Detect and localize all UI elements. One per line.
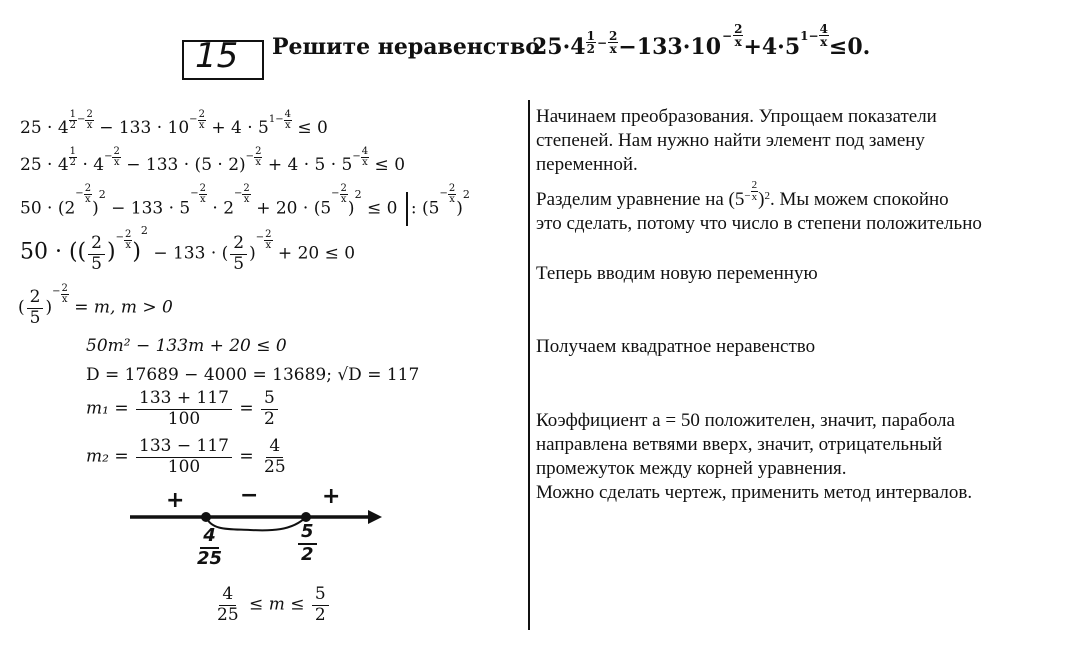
exp2-b: ) xyxy=(758,189,765,210)
math-m2 xyxy=(86,437,291,477)
l1-e2d: x xyxy=(86,120,93,131)
sign-plus-right: + xyxy=(322,484,341,509)
l2-e4d: x xyxy=(362,157,368,168)
l3-b: ) xyxy=(92,198,99,219)
math-line-2 xyxy=(20,146,406,176)
l4-d: − 133 · ( xyxy=(153,243,229,264)
exp2-line1 xyxy=(536,179,982,212)
exp1-line2: степеней. Нам нужно найти элемент под замену xyxy=(536,130,925,151)
l1-c: + 4 · 5 xyxy=(211,118,269,138)
explanation-2 xyxy=(536,179,982,236)
l3-e5n: 2 xyxy=(448,183,456,194)
l3-m2: − xyxy=(190,188,199,199)
pr-den: 2 xyxy=(301,543,314,565)
l3-sq3: 2 xyxy=(462,188,470,201)
m2-den: 100 xyxy=(167,456,201,477)
task-title-text: Решите неравенство xyxy=(272,34,540,60)
column-divider xyxy=(528,100,530,630)
exp2-den: x xyxy=(734,35,742,49)
l2-m2: − xyxy=(245,151,255,162)
l5-a: ( xyxy=(18,297,25,318)
m2-rnum: 4 xyxy=(266,437,283,458)
final-mid: ≤ m ≤ xyxy=(249,594,305,615)
l4-e: ) xyxy=(249,243,256,264)
exp5-line3: промежуток между корней уравнения. xyxy=(536,458,847,479)
l3-sq1: 2 xyxy=(98,188,106,201)
l3-e5d: x xyxy=(449,194,455,205)
final-rden: 2 xyxy=(314,604,326,625)
explanation-1 xyxy=(536,105,937,177)
exp3-one: 1− xyxy=(800,29,819,43)
l1-e4d: x xyxy=(284,120,291,131)
m1-den: 100 xyxy=(167,408,201,429)
task-title xyxy=(272,34,540,60)
l2-e3n: 2 xyxy=(255,146,262,157)
final-rnum: 5 xyxy=(312,585,329,606)
exp5-line1: Коэффициент а = 50 положителен, значит, парабола xyxy=(536,410,955,431)
l3-e2n: 2 xyxy=(199,183,206,194)
exp1-num-2: 2 xyxy=(609,29,618,43)
l4-a: 50 · (( xyxy=(20,239,87,265)
l4-f2d: 5 xyxy=(233,253,245,274)
math-line-5 xyxy=(18,283,173,328)
l3-e3n: 2 xyxy=(243,183,250,194)
l4-e2d: x xyxy=(265,240,272,251)
l5-en: 2 xyxy=(61,283,68,294)
l2-b: · 4 xyxy=(82,155,105,175)
task-inequality xyxy=(532,22,871,69)
task-number: 15 xyxy=(195,36,239,76)
exp2-m: − xyxy=(744,190,751,202)
l3-m1: − xyxy=(75,188,84,199)
number-line-drawing xyxy=(120,485,400,580)
l6: 50m² − 133m + 20 ≤ 0 xyxy=(86,336,287,356)
pr-num: 5 xyxy=(298,522,317,545)
l4-m2: − xyxy=(255,232,265,243)
math-line-6 xyxy=(86,336,287,356)
sign-plus-left: + xyxy=(166,488,185,513)
math-line-7 xyxy=(86,365,419,385)
exp1-num: 1 xyxy=(586,29,595,43)
l4-f1d: 5 xyxy=(91,253,102,274)
l3-d: · 2 xyxy=(212,198,235,219)
ineq-part-3: +4·5 xyxy=(743,34,801,60)
l3-e1d: x xyxy=(85,194,91,205)
l1-e3d: x xyxy=(198,120,205,131)
l2-e2n: 2 xyxy=(113,146,120,157)
exp1-line1: Начинаем преобразования. Упрощаем показатели xyxy=(536,106,937,127)
ineq-part-2: −133·10 xyxy=(618,34,722,60)
l4-f2n: 2 xyxy=(230,234,247,255)
l3-a: 50 · (2 xyxy=(20,198,76,219)
explanation-3: Теперь вводим новую переменную xyxy=(536,263,818,284)
l3-e: + 20 · (5 xyxy=(256,198,332,219)
l1-b: − 133 · 10 xyxy=(99,118,190,138)
m1-num: 133 + 117 xyxy=(136,389,232,410)
l2-a: 25 · 4 xyxy=(20,155,69,175)
l4-e2n: 2 xyxy=(265,229,272,240)
l1-e1d: 2 xyxy=(69,120,77,131)
l2-m3: − xyxy=(352,151,361,162)
l5-ed: x xyxy=(61,294,68,305)
exp2-ed: x xyxy=(751,191,758,203)
l3-m3: − xyxy=(234,188,243,199)
ineq-part-1: 25·4 xyxy=(532,34,586,60)
l1-om: 1− xyxy=(268,114,284,125)
m1-rden: 2 xyxy=(264,408,275,429)
l2-c: − 133 · (5 · 2) xyxy=(126,155,246,175)
m1-eq: = xyxy=(239,398,254,419)
point-left xyxy=(201,512,211,522)
pl-den: 25 xyxy=(197,547,223,569)
point-left-label xyxy=(192,526,227,569)
exp2-line2: это сделать, потому что число в степени положительно xyxy=(536,213,982,234)
final-lden: 25 xyxy=(217,604,239,625)
m1-rnum: 5 xyxy=(261,389,278,410)
exp3-den: x xyxy=(820,35,828,49)
l4-b: ) xyxy=(106,239,116,265)
l3-f: ) xyxy=(347,198,355,219)
m2-label: m₂ = xyxy=(86,446,129,467)
l3-c: − 133 · 5 xyxy=(111,198,191,219)
l5-fd: 5 xyxy=(29,307,41,328)
exp2-num: 2 xyxy=(734,22,743,36)
exp1-den-2: x xyxy=(609,42,617,56)
pl-num: 4 xyxy=(200,526,219,549)
exp2-minus: − xyxy=(722,29,733,43)
l2-e3d: x xyxy=(255,157,262,168)
l4-sq: 2 xyxy=(140,224,148,237)
l3-h: : (5 xyxy=(410,198,440,219)
final-answer xyxy=(212,585,331,625)
exp1-den: 2 xyxy=(586,42,595,56)
l3-e4d: x xyxy=(340,194,347,205)
l3-i: ) xyxy=(456,198,463,219)
exp3-num: 4 xyxy=(819,22,828,36)
math-line-4 xyxy=(20,224,356,274)
l2-e1d: 2 xyxy=(69,157,77,168)
l3-g: ≤ 0 xyxy=(366,198,398,219)
l1-m1: − xyxy=(77,114,86,125)
l5-m: − xyxy=(52,286,61,297)
number-line-arrow xyxy=(368,510,382,524)
l2-e2d: x xyxy=(113,157,120,168)
l4-m1: − xyxy=(115,232,124,243)
l2-e: ≤ 0 xyxy=(374,155,406,175)
point-right-label xyxy=(296,522,319,565)
math-line-1 xyxy=(20,109,328,139)
explanation-4: Получаем квадратное неравенство xyxy=(536,336,816,357)
l1-e4n: 4 xyxy=(284,109,291,120)
l4-c: ) xyxy=(132,239,141,265)
sign-minus: − xyxy=(240,483,259,508)
math-line-3 xyxy=(20,183,470,226)
l3-m4: − xyxy=(331,188,340,199)
l1-e3n: 2 xyxy=(198,109,205,120)
l3-m5: − xyxy=(439,188,448,199)
final-lnum: 4 xyxy=(219,585,236,606)
l2-m1: − xyxy=(104,151,113,162)
l7: D = 17689 − 4000 = 13689; √D = 117 xyxy=(86,365,420,385)
l1-d: ≤ 0 xyxy=(297,118,328,138)
l3-e1n: 2 xyxy=(84,183,92,194)
exp2-c: . Мы можем спокойно xyxy=(769,189,949,210)
exp5-line2: направлена ветвями вверх, значит, отрицательный xyxy=(536,434,943,455)
l4-e1n: 2 xyxy=(124,229,132,240)
m2-num: 133 − 117 xyxy=(136,437,232,458)
m2-rden: 25 xyxy=(264,456,286,477)
l2-e1n: 1 xyxy=(69,146,77,157)
exp1-line3: переменной. xyxy=(536,154,638,175)
l3-e3d: x xyxy=(243,194,250,205)
exp2-sq: 2 xyxy=(764,190,770,202)
l3-e2d: x xyxy=(199,194,206,205)
exp2-en: 2 xyxy=(751,179,758,191)
division-bar xyxy=(406,192,408,226)
l1-m2: − xyxy=(189,114,198,125)
l2-d: + 4 · 5 · 5 xyxy=(267,155,353,175)
math-m1 xyxy=(86,389,280,429)
l4-f: + 20 ≤ 0 xyxy=(277,243,356,264)
m1-label: m₁ = xyxy=(86,398,129,419)
l1-e2n: 2 xyxy=(86,109,93,120)
l3-e4n: 2 xyxy=(340,183,347,194)
exp1-minus: − xyxy=(596,36,608,50)
l2-e4n: 4 xyxy=(361,146,369,157)
m2-eq: = xyxy=(239,446,254,467)
l1-e1n: 1 xyxy=(69,109,77,120)
explanation-5 xyxy=(536,409,972,505)
l3-sq2: 2 xyxy=(354,188,362,201)
l4-f1n: 2 xyxy=(88,234,105,255)
ineq-part-4: ≤0. xyxy=(828,34,871,60)
exp5-line4: Можно сделать чертеж, применить метод интервалов. xyxy=(536,482,973,503)
l5-fn: 2 xyxy=(27,288,44,309)
l5-c: = m, m > 0 xyxy=(74,297,173,318)
l5-b: ) xyxy=(45,297,53,318)
l4-e1d: x xyxy=(125,240,131,251)
l1-a: 25 · 4 xyxy=(20,118,69,138)
exp2-a: Разделим уравнение на (5 xyxy=(536,189,745,210)
